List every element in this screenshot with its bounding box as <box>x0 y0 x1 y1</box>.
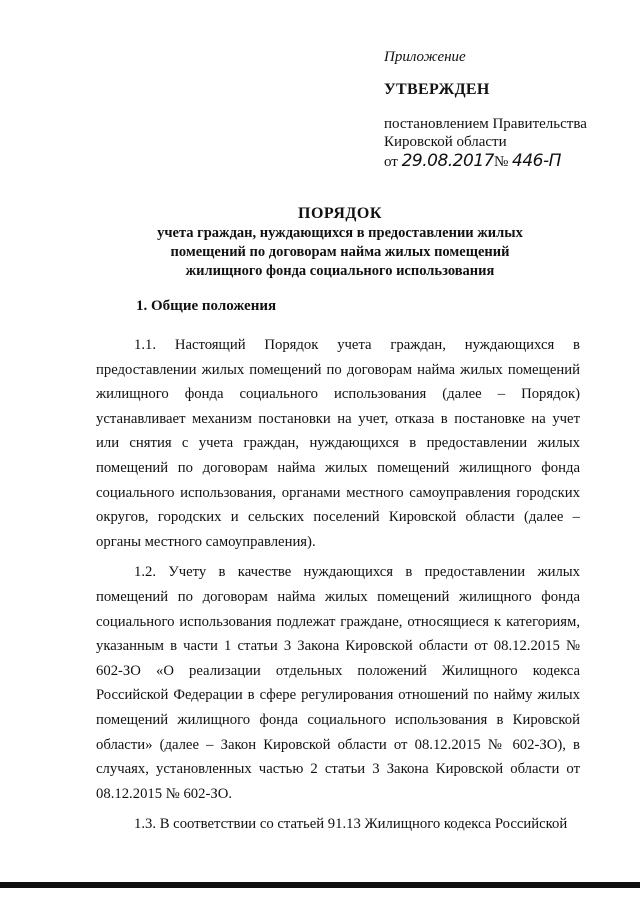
paragraph-1-2: 1.2. Учету в качестве нуждающихся в предоставлении жилых помещений по договорам найма жилых помещений жилищного фонда социального использования подлежат граждане, относящиеся к категориям, указанным в части 1 статьи 3 Закона Кировской области от 08.12.2015 № 602-ЗО «О реализации отдельных положений Жилищного кодекса Российской Федерации в сфере регулирования отношений по найму жилых помещений жилищного фонда социального использования в Кировской области» (далее – Закон Кировской области от 08.12.2015 № 602-ЗО), в случаях, установленных частью 2 статьи 3 Закона Кировской области от 08.12.2015 № 602-ЗО. <box>96 564 580 802</box>
document-title: ПОРЯДОК <box>298 205 382 222</box>
decree-date-line <box>384 151 624 172</box>
document-subtitle-line-1: учета граждан, нуждающихся в предоставлении жилых <box>157 225 523 241</box>
paragraph-1-3: 1.3. В соответствии со статьей 91.13 Жилищного кодекса Российской <box>134 816 568 833</box>
scan-edge-rule <box>0 882 640 888</box>
document-title-block <box>40 204 640 281</box>
handwritten-number: 446-П <box>512 151 561 171</box>
handwritten-date: 29.08.2017 <box>401 151 494 171</box>
decree-reference <box>384 115 624 151</box>
appendix-label: Приложение <box>384 49 466 65</box>
document-subtitle-line-2: помещений по договорам найма жилых помещений <box>170 244 510 260</box>
approval-block <box>384 47 624 172</box>
paragraph-1-1: 1.1. Настоящий Порядок учета граждан, нуждающихся в предоставлении жилых помещений по договорам найма жилых помещений жилищного фонда социального использования (далее – Порядок) устанавливает механизм постановки на учет, отказа в постановке на учет или снятия с учета граждан, нуждающихся в предоставлении жилых помещений по договорам найма жилых помещений жилищного фонда социального использования, органами местного самоуправления городских округов, городских и сельских поселений Кировской области (далее – органы местного самоуправления). <box>96 337 580 550</box>
decree-line-1: постановлением Правительства <box>384 116 587 132</box>
document-subtitle-line-3: жилищного фонда социального использования <box>185 263 495 279</box>
decree-line-2: Кировской области <box>384 134 507 150</box>
document-body <box>96 333 580 843</box>
approved-label: УТВЕРЖДЕН <box>384 81 490 98</box>
section-heading: 1. Общие положения <box>136 298 277 314</box>
number-sign: № <box>493 154 513 170</box>
date-prefix: от <box>384 154 402 170</box>
